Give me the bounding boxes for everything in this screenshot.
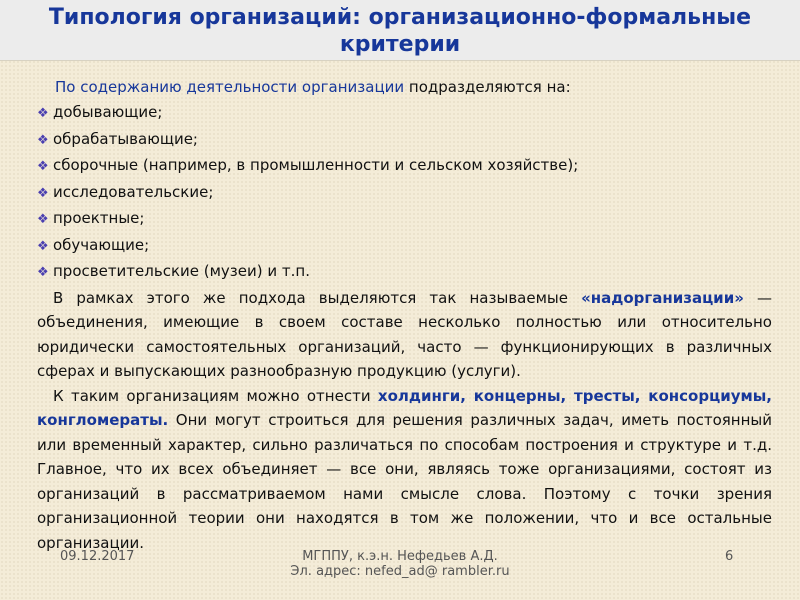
list-item	[37, 100, 772, 127]
intro-rest: подразделяются на:	[404, 78, 571, 96]
diamond-bullet-icon: ❖	[37, 132, 49, 148]
list-item-text: сборочные (например, в промышленности и сельском хозяйстве);	[53, 156, 579, 174]
list-item-text: обрабатывающие;	[53, 129, 198, 148]
intro-highlight	[55, 78, 404, 96]
diamond-bullet-icon: ❖	[37, 265, 49, 280]
paragraph-text: Они могут строиться для решения различных задач, иметь постоянный или временный характер, сильно различаться по способам построения и структуре и т.д. Главное, что их всех объединяет — все они, являясь тоже организациями, состоят из организаций в рассматриваемом нами смысле слова. Поэтому с точки зрения организационной теории они находятся в том же положении, что и все остальные организации.	[37, 411, 772, 552]
list-item-text: проектные;	[53, 209, 145, 227]
list-item-text: исследовательские;	[53, 182, 214, 201]
intro-highlight-part-b: ции	[374, 78, 405, 96]
highlight-term: холдинги, концерны, тресты, консорциумы, конгломераты.	[37, 386, 772, 429]
list-item	[37, 206, 772, 233]
diamond-bullet-icon: ❖	[37, 106, 49, 121]
diamond-bullet-icon: ❖	[37, 159, 49, 174]
diamond-bullet-icon: ❖	[37, 238, 49, 254]
paragraph-holdings	[37, 384, 772, 556]
list-item	[37, 127, 772, 154]
list-item-text: добывающие;	[53, 103, 163, 121]
intro-line	[37, 75, 772, 100]
paragraph-text: К таким организациям можно отнести	[53, 386, 378, 405]
list-item	[37, 233, 772, 260]
footer-author-block	[250, 549, 550, 579]
paragraph-text: В рамках этого же подхода выделяются так называемые	[53, 288, 582, 307]
slide-title: Типология организаций: организационно-формальные критерии	[48, 5, 752, 57]
footer-email: Эл. адрес: nefed_ad@ rambler.ru	[290, 564, 510, 579]
footer-author: МГППУ, к.э.н. Нефедьев А.Д.	[302, 549, 498, 564]
list-item	[37, 180, 772, 207]
list-item	[37, 259, 772, 286]
paragraph-text: — объединения, имеющие в своем составе несколько полностью или относительно юридически самостоятельных организаций, часто — функционирующих в различных сферах и выпускающих разнообразную продукцию (услуги).	[37, 288, 772, 380]
slide-content	[37, 75, 772, 555]
intro-highlight-part-a: По содержанию деятельности организа	[55, 78, 375, 96]
footer-date: 09.12.2017	[60, 549, 135, 564]
list-item-text: обучающие;	[53, 235, 150, 254]
diamond-bullet-icon: ❖	[37, 185, 49, 201]
list-item	[37, 153, 772, 180]
page-number: 6	[725, 549, 734, 564]
list-item-text: просветительские (музеи) и т.п.	[53, 262, 310, 280]
organization-types-list	[37, 100, 772, 286]
diamond-bullet-icon: ❖	[37, 212, 49, 227]
paragraph-supraorganizations	[37, 286, 772, 384]
title-band	[0, 0, 800, 61]
highlight-term: «надорганизации»	[581, 288, 744, 307]
